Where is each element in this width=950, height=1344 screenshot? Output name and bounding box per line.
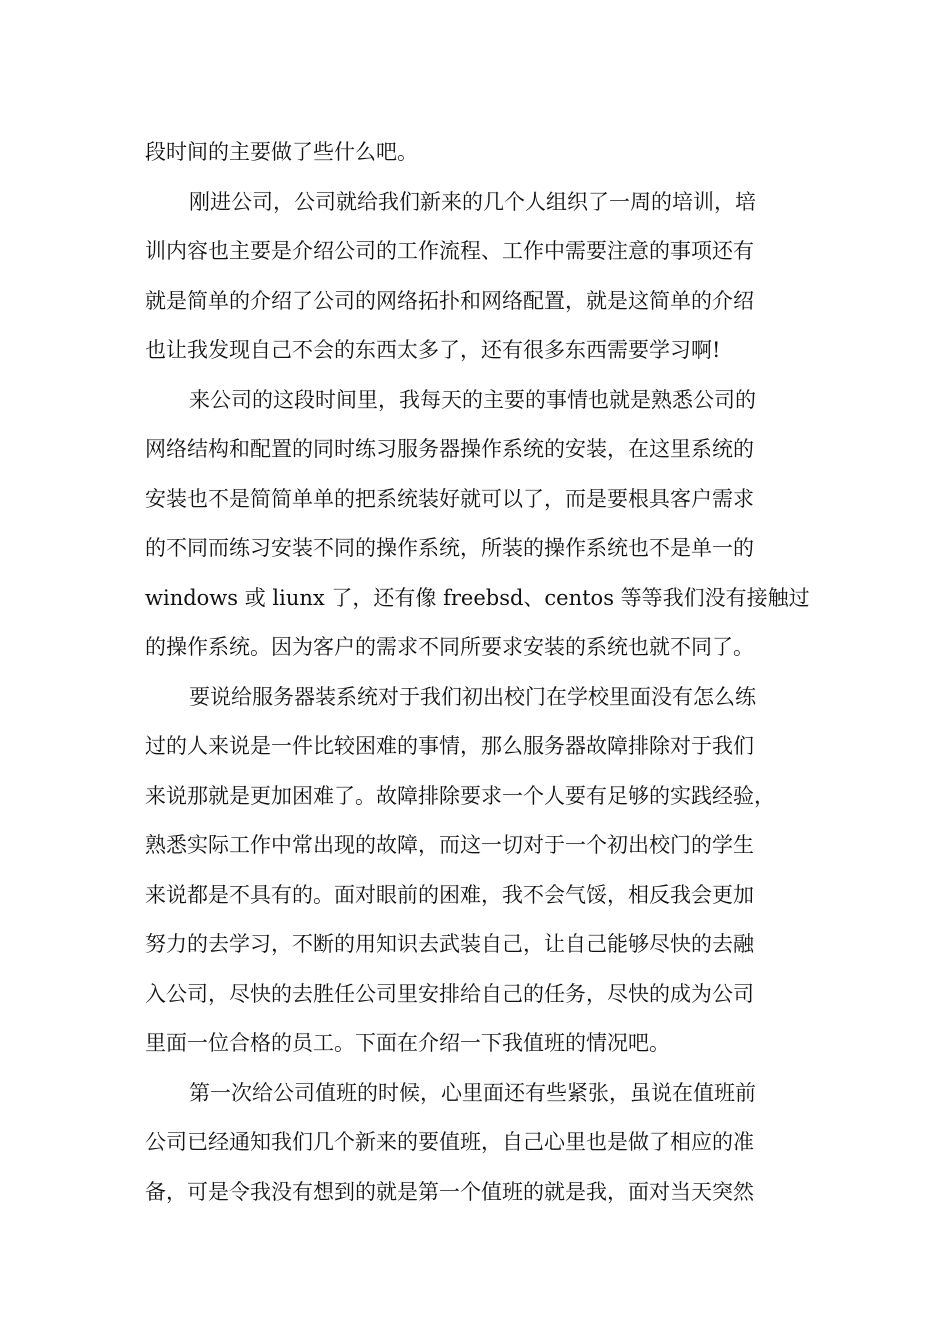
- text-line: 的操作系统。因为客户的需求不同所要求安装的系统也就不同了。: [145, 635, 754, 659]
- text-line: 里面一位合格的员工。下面在介绍一下我值班的情况吧。: [145, 1031, 670, 1055]
- text-line: windows 或 liunx 了，还有像 freebsd、centos 等等我们没有接触过: [145, 585, 810, 610]
- text-line: 就是简单的介绍了公司的网络拓扑和网络配置，就是这简单的介绍: [145, 288, 754, 313]
- text-line: 的不同而练习安装不同的操作系统，所装的操作系统也不是单一的: [145, 536, 754, 560]
- text-line: 熟悉实际工作中常出现的故障，而这一切对于一个初出校门的学生: [145, 833, 754, 857]
- paragraph-first-line: 来公司的这段时间里，我每天的主要的事情也就是熟悉公司的: [189, 387, 756, 412]
- text-line: 备，可是令我没有想到的就是第一个值班的就是我，面对当天突然: [145, 1179, 754, 1204]
- paragraph-first-line: 第一次给公司值班的时候，心里面还有些紧张，虽说在值班前: [189, 1080, 756, 1105]
- text-line: 努力的去学习，不断的用知识去武装自己，让自己能够尽快的去融: [145, 932, 754, 956]
- text-line: 也让我发现自己不会的东西太多了，还有很多东西需要学习啊!: [145, 338, 721, 362]
- text-line: 网络结构和配置的同时练习服务器操作系统的安装，在这里系统的: [145, 437, 754, 461]
- text-line: 训内容也主要是介绍公司的工作流程、工作中需要注意的事项还有: [145, 239, 754, 263]
- text-line: 入公司，尽快的去胜任公司里安排给自己的任务，尽快的成为公司: [145, 981, 754, 1006]
- document-body: [145, 128, 810, 1217]
- text-line: 安装也不是简简单单的把系统装好就可以了，而是要根具客户需求: [145, 486, 754, 511]
- paragraph-first-line: 刚进公司，公司就给我们新来的几个人组织了一周的培训，培: [189, 189, 756, 214]
- text-line: 过的人来说是一件比较困难的事情，那么服务器故障排除对于我们: [145, 734, 754, 758]
- text-line: 公司已经通知我们几个新来的要值班，自己心里也是做了相应的准: [145, 1130, 754, 1154]
- text-line: 来说那就是更加困难了。故障排除要求一个人要有足够的实践经验，: [145, 783, 775, 808]
- text-line: 段时间的主要做了些什么吧。: [145, 140, 418, 164]
- paragraph-first-line: 要说给服务器装系统对于我们初出校门在学校里面没有怎么练: [189, 684, 756, 709]
- text-line: 来说都是不具有的。面对眼前的困难，我不会气馁，相反我会更加: [145, 882, 754, 907]
